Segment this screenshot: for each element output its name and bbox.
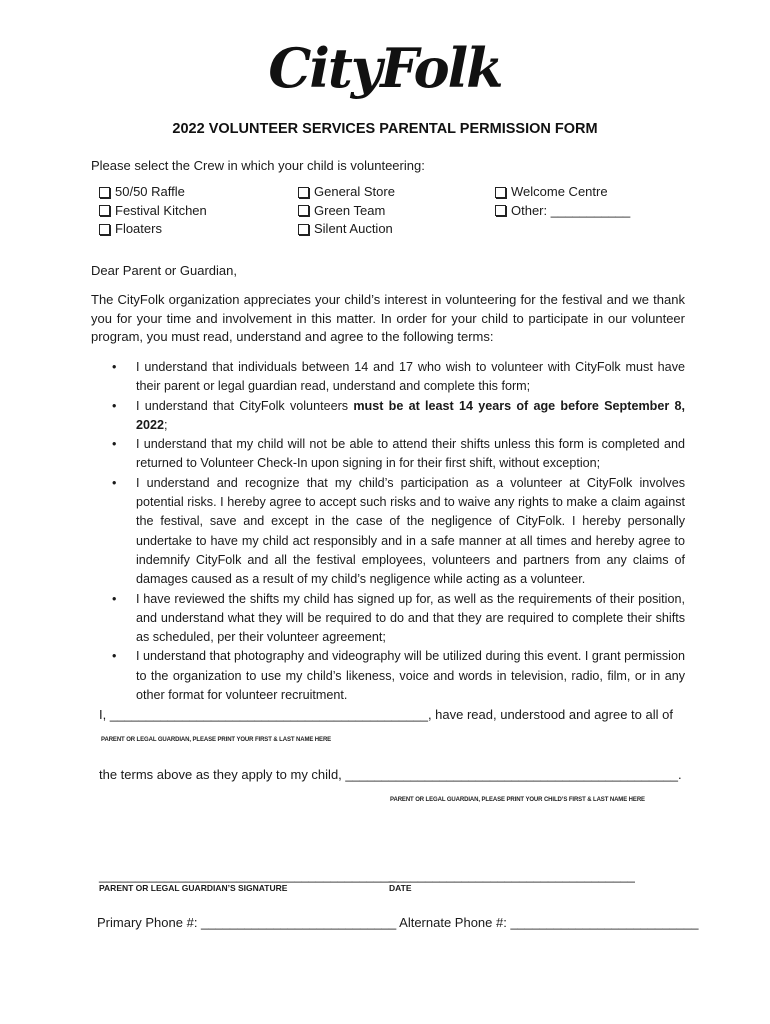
date-label: DATE <box>389 883 412 893</box>
crew-option-label: Silent Auction <box>314 221 393 236</box>
checkbox-icon[interactable] <box>298 187 309 198</box>
parent-name-hint: PARENT OR LEGAL GUARDIAN, PLEASE PRINT YOUR FIRST & LAST NAME HERE <box>101 737 332 743</box>
crew-column-1 <box>99 183 207 239</box>
term-text-bold: must be at least 14 years of age before September 8, 2022 <box>136 398 685 432</box>
form-title: 2022 VOLUNTEER SERVICES PARENTAL PERMISSION FORM <box>172 121 598 137</box>
crew-option-label: 50/50 Raffle <box>115 184 185 199</box>
crew-option-welcome-centre[interactable] <box>495 183 630 202</box>
phone-fields[interactable]: Primary Phone #: ___________________________ Alternate Phone #: __________________________ <box>97 915 699 930</box>
bullet-icon: • <box>112 475 117 490</box>
crew-prompt: Please select the Crew in which your child is volunteering: <box>91 158 425 173</box>
term-item <box>91 647 685 705</box>
term-text: I understand that photography and videography will be utilized during this event. I grant permission to the organization to use my child’s likeness, voice and words in television, radio, film, or in any other format for volunteer recruitment. <box>136 649 685 703</box>
crew-column-2 <box>298 183 395 239</box>
crew-column-3 <box>495 183 630 220</box>
signature-field[interactable]: _________________________________________ <box>99 868 396 883</box>
bullet-icon: • <box>112 649 117 664</box>
greeting: Dear Parent or Guardian, <box>91 263 237 278</box>
crew-option-label: Other: ___________ <box>511 202 631 218</box>
crew-option-general-store[interactable] <box>298 183 395 202</box>
signature-label: PARENT OR LEGAL GUARDIAN’S SIGNATURE <box>99 883 288 893</box>
checkbox-icon[interactable] <box>495 187 506 198</box>
bullet-icon: • <box>112 591 117 606</box>
crew-option-festival-kitchen[interactable] <box>99 202 207 221</box>
crew-option-label: Welcome Centre <box>511 184 608 199</box>
term-text: I understand and recognize that my child’s participation as a volunteer at CityFolk involves potential risks. I hereby agree to accept such risks and to waive any rights to make a claim against the festival, save and except in the case of the negligence of CityFolk. I hereby personally undertake to have my child act responsibly and in a safe manner at all times and hereby agree to indemnify CityFolk and all the festival employees, volunteers and partners from any claims of damages caused as a result of my child’s negligence while acting as a volunteer. <box>136 475 685 587</box>
term-text: ; <box>164 417 168 432</box>
term-text: I have reviewed the shifts my child has signed up for, as well as the requirements of their position, and understand what they will be required to do and that they are required to complete their shifts as scheduled, per their volunteer agreement; <box>136 591 685 645</box>
checkbox-icon[interactable] <box>495 205 506 216</box>
term-text: I understand that CityFolk volunteers <box>136 398 354 413</box>
checkbox-icon[interactable] <box>99 187 110 198</box>
crew-option-label: General Store <box>314 184 395 199</box>
bullet-icon: • <box>112 437 117 452</box>
crew-option-label: Green Team <box>314 202 386 218</box>
intro-paragraph: The CityFolk organization appreciates your child’s interest in volunteering for the festival and we thank you for your time and involvement in this matter. In order for your child to participate in our volunteer program, you must read, understand and agree to the following terms: <box>91 292 685 345</box>
term-item <box>91 358 685 397</box>
bullet-icon: • <box>112 360 117 374</box>
parent-name-field[interactable]: I, ____________________________________________, have read, understood and agree to all of <box>99 707 673 722</box>
child-name-hint: PARENT OR LEGAL GUARDIAN, PLEASE PRINT YOUR CHILD’S FIRST & LAST NAME HERE <box>390 797 645 803</box>
cityfolk-logo: CityFolk <box>268 36 502 100</box>
date-field[interactable]: __________________________________ <box>389 868 635 883</box>
crew-option-green-team[interactable] <box>298 202 395 221</box>
crew-option-label: Floaters <box>115 221 162 236</box>
term-text: I understand that my child will not be able to attend their shifts unless this form is completed and returned to Volunteer Check-In upon signing in for their first shift, without exception; <box>136 437 685 471</box>
crew-option-5050-raffle[interactable] <box>99 183 207 202</box>
term-item <box>91 435 685 474</box>
crew-option-floaters[interactable] <box>99 220 207 239</box>
crew-option-label: Festival Kitchen <box>115 202 207 218</box>
crew-option-silent-auction[interactable] <box>298 220 395 239</box>
checkbox-icon[interactable] <box>99 224 110 235</box>
terms-list <box>91 358 685 705</box>
term-text: I understand that individuals between 14 and 17 who wish to volunteer with CityFolk must have their parent or legal guardian read, understand and complete this form; <box>136 360 685 394</box>
bullet-icon: • <box>112 398 117 413</box>
term-item <box>91 397 685 436</box>
term-item <box>91 590 685 648</box>
checkbox-icon[interactable] <box>298 224 309 235</box>
term-item <box>91 474 685 590</box>
checkbox-icon[interactable] <box>298 205 309 216</box>
child-name-field[interactable]: the terms above as they apply to my child, ______________________________________________. <box>99 767 682 782</box>
checkbox-icon[interactable] <box>99 205 110 216</box>
crew-option-other[interactable] <box>495 202 630 221</box>
